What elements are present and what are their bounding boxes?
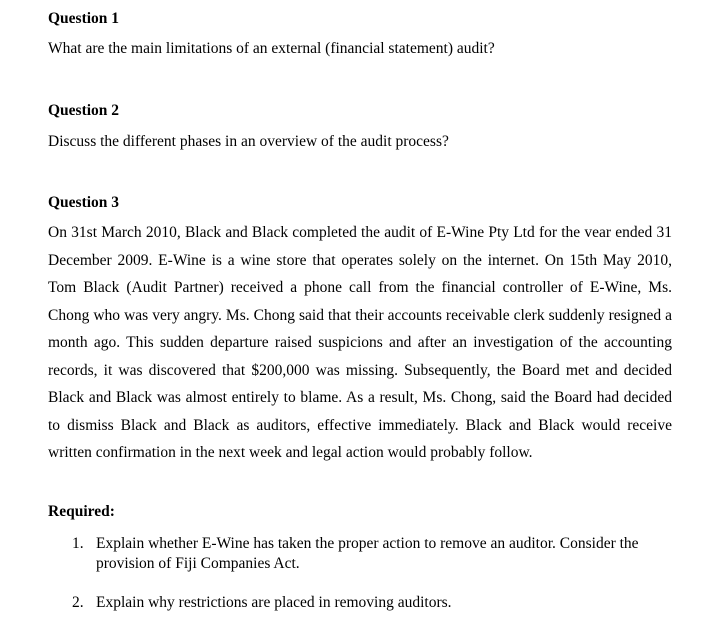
question-1-heading: Question 1 [48, 10, 120, 27]
question-3-text: On 31st March 2010, Black and Black completed the audit of E-Wine Pty Ltd for the vear ended 31 December 2009. E-Wine is a wine store that operates solely on the internet. On 15th May 2010, Tom Black (Audit Partner) received a phone call from the financial controller of E-Wine, Ms. Chong who was very angry. Ms. Chong said that their accounts receivable clerk suddenly resigned a month ago. This sudden departure raised suspicions and after an investigation of the accounting records, it was discovered that $200,000 was missing. Subsequently, the Board met and decided Black and Black was almost entirely to blame. As a result, Ms. Chong, said the Board had decided to dismiss Black and Black as auditors, effective immediately. Black and Black would receive written confirmation in the next week and legal action would probably follow. [48, 224, 672, 461]
list-item-number: 1. [72, 535, 84, 552]
question-1-text: What are the main limitations of an external (financial statement) audit? [48, 40, 495, 57]
list-item-number: 2. [72, 594, 84, 611]
required-list [72, 534, 672, 613]
required-heading: Required: [48, 503, 115, 520]
list-item [72, 593, 672, 613]
list-item-text: Explain why restrictions are placed in removing auditors. [96, 594, 452, 611]
question-2-text: Discuss the different phases in an overview of the audit process? [48, 133, 449, 150]
question-2-heading: Question 2 [48, 102, 120, 119]
list-item-text: Explain whether E-Wine has taken the proper action to remove an auditor. Consider the provision of Fiji Companies Act. [96, 535, 639, 572]
list-item [72, 534, 672, 574]
question-3-heading: Question 3 [48, 194, 120, 211]
